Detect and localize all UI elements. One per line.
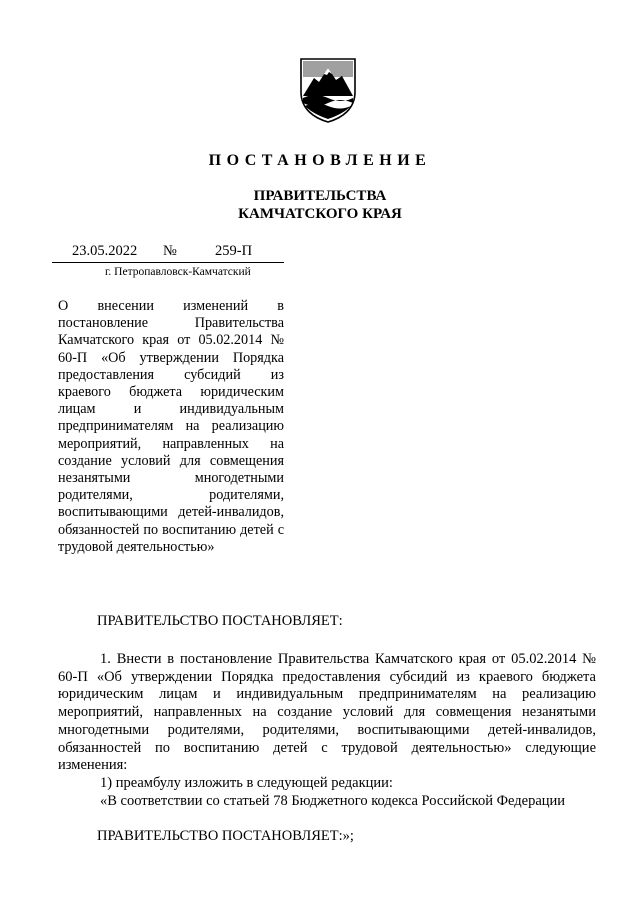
document-number: 259-П — [215, 243, 253, 259]
issuing-authority — [0, 187, 640, 223]
kamchatka-coat-of-arms-icon — [298, 56, 358, 124]
authority-line-2: КАМЧАТСКОГО КРАЯ — [238, 206, 402, 222]
quoted-preamble: «В соответствии со статьей 78 Бюджетного кодекса Российской Федерации — [100, 792, 566, 809]
paragraph-item-1: 1. Внести в постановление Правительства Камчатского края от 05.02.2014 № 60-П «Об утверждении Порядка предоставления субсидий из краевого бюджета юридическим лицам и индивидуальным предпринимателям на реализацию мероприятий, направленных на создание условий для совмещения незанятыми многодетными родителями, родителями, воспитывающими детей-инвалидов, обязанностей по воспитанию детей с трудовой деятельностью» следующие изменения: — [58, 651, 596, 774]
quoted-decree-closing: ПРАВИТЕЛЬСТВО ПОСТАНОВЛЯЕТ:»; — [97, 828, 354, 844]
document-date: 23.05.2022 — [72, 243, 138, 259]
decree-heading: ПРАВИТЕЛЬСТВО ПОСТАНОВЛЯЕТ: — [97, 613, 343, 629]
authority-line-1: ПРАВИТЕЛЬСТВА — [253, 188, 387, 204]
document-type-title: ПОСТАНОВЛЕНИЕ — [208, 152, 432, 169]
number-sign: № — [163, 243, 177, 259]
date-number-underline — [52, 262, 284, 263]
place-of-issue: г. Петропавловск-Камчатский — [105, 266, 251, 278]
document-body — [58, 651, 596, 810]
document-subject: О внесении изменений в постановление Правительства Камчатского края от 05.02.2014 № 60-П «Об утверждении Порядка предоставления субсидий из краевого бюджета юридическим лицам и индивидуальным предпринимателям на реализацию мероприятий, направленных на создание условий для совмещения незанятыми многодетными родителями, родителями, воспитывающими детей-инвалидов, обязанностей по воспитанию детей с трудовой деятельностью» — [58, 298, 284, 555]
sub-item-1: 1) преамбулу изложить в следующей редакции: — [100, 774, 393, 791]
